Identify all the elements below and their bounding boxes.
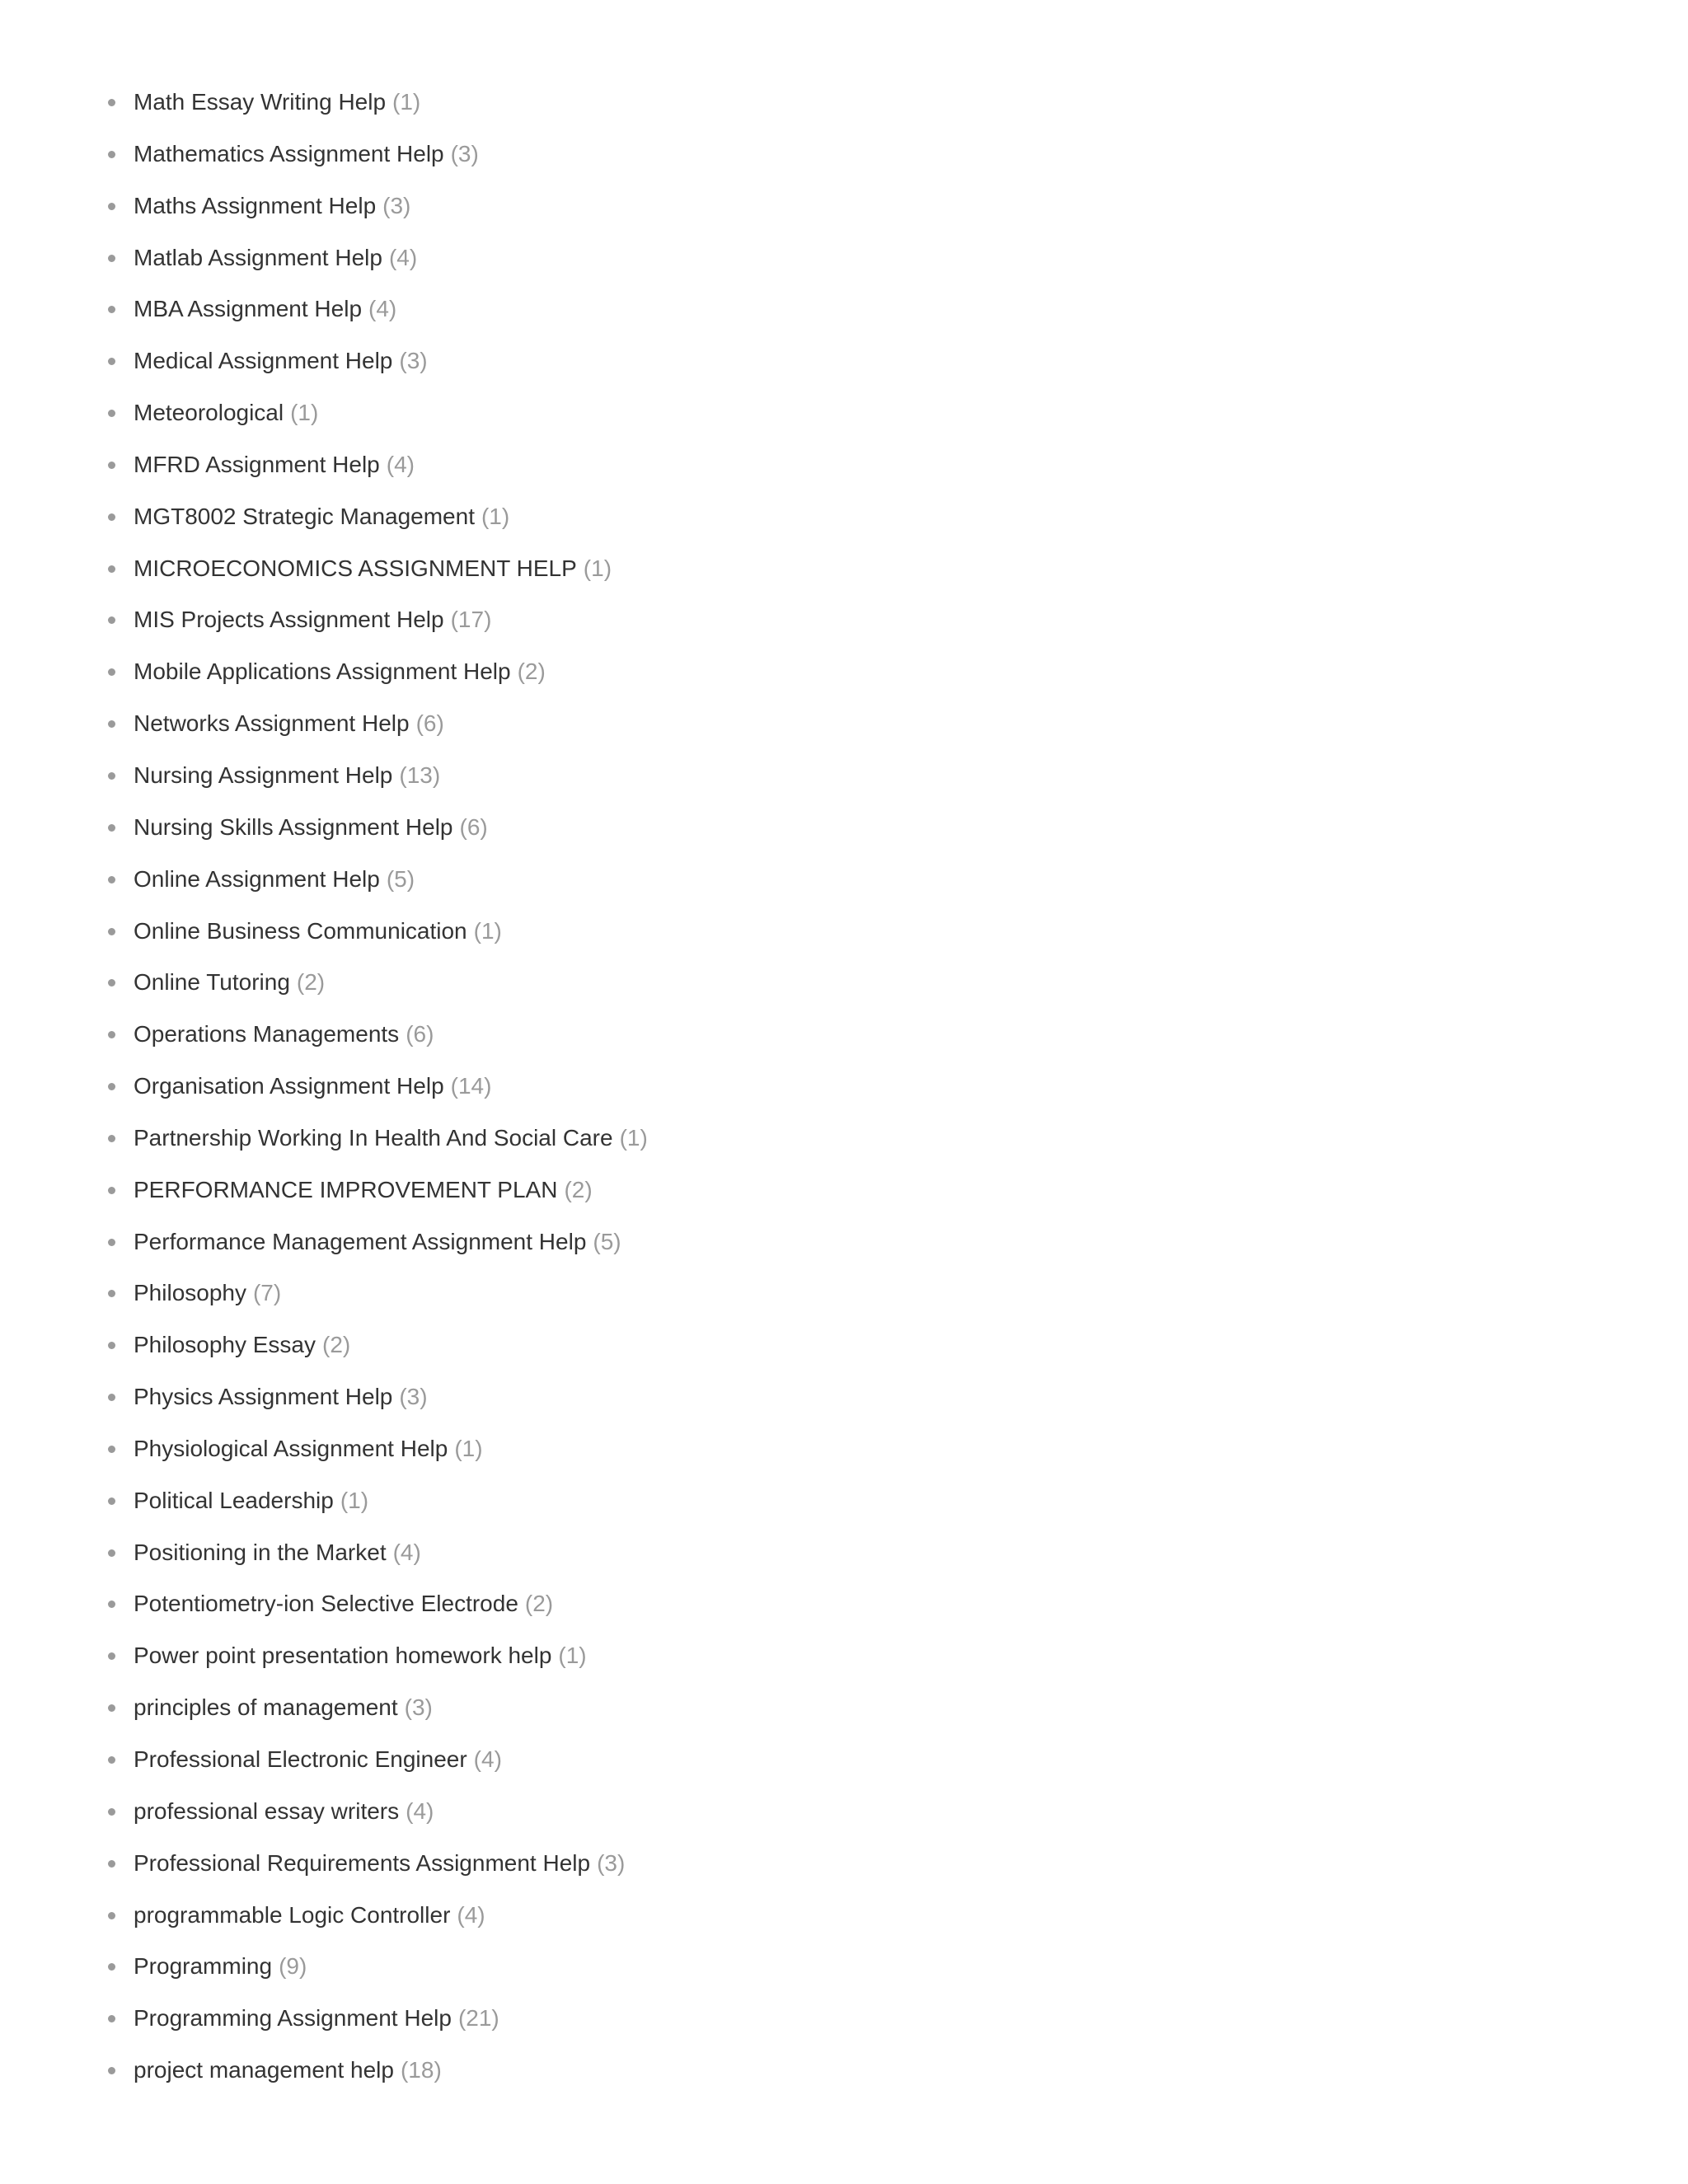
category-count: (2)	[564, 1176, 593, 1202]
list-item	[0, 806, 648, 858]
list-item	[0, 858, 648, 910]
category-count: (4)	[388, 244, 418, 270]
list-item	[0, 1945, 648, 1997]
category-link[interactable]: Nursing Assignment Help	[134, 762, 393, 788]
category-link[interactable]: Online Assignment Help	[134, 865, 380, 892]
bullet-icon	[108, 306, 115, 313]
bullet-icon	[108, 1860, 115, 1868]
category-link[interactable]: Performance Management Assignment Help	[134, 1228, 587, 1254]
list-item	[0, 1894, 648, 1946]
bullet-icon	[108, 876, 115, 883]
bullet-icon	[108, 979, 115, 987]
bullet-icon	[108, 1290, 115, 1297]
list-item	[0, 1376, 648, 1427]
category-link[interactable]: Physics Assignment Help	[134, 1384, 393, 1410]
list-item	[0, 1531, 648, 1583]
category-count: (3)	[382, 192, 411, 218]
list-item	[0, 1686, 648, 1738]
bullet-icon	[108, 668, 115, 676]
list-item	[0, 133, 648, 185]
bullet-icon	[108, 565, 115, 573]
list-item	[0, 1117, 648, 1169]
list-item	[0, 1324, 648, 1376]
bullet-icon	[108, 203, 115, 210]
category-link[interactable]: Partnership Working In Health And Social Care	[134, 1124, 613, 1151]
bullet-icon	[108, 410, 115, 417]
bullet-icon	[108, 1031, 115, 1038]
list-item	[0, 185, 648, 237]
category-count: (14)	[450, 1073, 492, 1099]
category-count: (1)	[619, 1124, 648, 1151]
list-item	[0, 598, 648, 650]
bullet-icon	[108, 1497, 115, 1505]
category-count: (2)	[322, 1332, 351, 1358]
category-link[interactable]: principles of management	[134, 1694, 398, 1721]
list-item	[0, 961, 648, 1013]
category-count: (3)	[450, 140, 479, 166]
list-item	[0, 1272, 648, 1324]
category-link[interactable]: Power point presentation homework help	[134, 1643, 552, 1669]
category-link[interactable]: Potentiometry-ion Selective Electrode	[134, 1591, 518, 1617]
bullet-icon	[108, 824, 115, 832]
category-count: (1)	[290, 400, 319, 426]
bullet-icon	[108, 1756, 115, 1764]
list-item	[0, 1013, 648, 1065]
category-count: (3)	[597, 1849, 626, 1876]
category-count: (3)	[404, 1694, 433, 1721]
list-item	[0, 1842, 648, 1894]
list-item	[0, 910, 648, 962]
category-link[interactable]: Meteorological	[134, 400, 284, 426]
category-count: (4)	[457, 1901, 485, 1928]
category-link[interactable]: Math Essay Writing Help	[134, 89, 387, 115]
category-link[interactable]: Medical Assignment Help	[134, 348, 393, 374]
category-count: (1)	[583, 555, 612, 581]
category-count: (5)	[386, 865, 415, 892]
bullet-icon	[108, 1912, 115, 1919]
category-count: (6)	[415, 710, 444, 737]
category-count: (13)	[399, 762, 441, 788]
category-count: (4)	[473, 1746, 502, 1772]
category-count: (18)	[400, 2057, 442, 2083]
category-link[interactable]: Organisation Assignment Help	[134, 1073, 444, 1099]
category-count: (17)	[450, 607, 492, 633]
category-link[interactable]: Matlab Assignment Help	[134, 244, 382, 270]
category-link[interactable]: MICROECONOMICS ASSIGNMENT HELP	[134, 555, 577, 581]
category-count: (4)	[392, 1539, 421, 1565]
bullet-icon	[108, 720, 115, 728]
list-item	[0, 391, 648, 443]
category-link[interactable]: MFRD Assignment Help	[134, 451, 380, 477]
category-count: (4)	[386, 451, 415, 477]
category-link[interactable]: Operations Managements	[134, 1021, 400, 1047]
bullet-icon	[108, 1083, 115, 1090]
bullet-icon	[108, 1963, 115, 1971]
category-count: (2)	[517, 658, 546, 685]
category-count: (5)	[593, 1228, 621, 1254]
category-count: (1)	[481, 503, 510, 529]
list-item	[0, 1065, 648, 1117]
bullet-icon	[108, 1601, 115, 1608]
bullet-icon	[108, 99, 115, 106]
list-item	[0, 1634, 648, 1686]
list-item	[0, 443, 648, 495]
category-count: (9)	[279, 1953, 307, 1980]
bullet-icon	[108, 255, 115, 262]
category-count: (1)	[392, 89, 421, 115]
category-count: (2)	[524, 1591, 554, 1617]
category-count: (3)	[399, 1384, 428, 1410]
bullet-icon	[108, 513, 115, 521]
list-item	[0, 1738, 648, 1790]
bullet-icon	[108, 1394, 115, 1401]
category-count: (4)	[368, 296, 397, 322]
category-list	[0, 81, 648, 2101]
list-item	[0, 547, 648, 599]
category-count: (1)	[454, 1435, 483, 1461]
bullet-icon	[108, 2015, 115, 2022]
bullet-icon	[108, 1704, 115, 1712]
list-item	[0, 1169, 648, 1221]
bullet-icon	[108, 1652, 115, 1660]
category-link[interactable]: Maths Assignment Help	[134, 192, 377, 218]
list-item	[0, 288, 648, 340]
bullet-icon	[108, 151, 115, 158]
bullet-icon	[108, 1187, 115, 1194]
category-link[interactable]: Philosophy Essay	[134, 1332, 316, 1358]
list-item	[0, 237, 648, 288]
category-count: (1)	[558, 1643, 587, 1669]
category-link[interactable]: PERFORMANCE IMPROVEMENT PLAN	[134, 1176, 558, 1202]
category-link[interactable]: Political Leadership	[134, 1487, 334, 1513]
category-count: (7)	[252, 1280, 282, 1306]
bullet-icon	[108, 1549, 115, 1557]
category-link[interactable]: programmable Logic Controller	[134, 1901, 451, 1928]
bullet-icon	[108, 1342, 115, 1349]
category-link[interactable]: Online Tutoring	[134, 969, 290, 996]
list-item	[0, 1427, 648, 1479]
category-link[interactable]: Online Business Communication	[134, 917, 467, 944]
list-item	[0, 1790, 648, 1842]
category-link[interactable]: Physiological Assignment Help	[134, 1435, 448, 1461]
category-count: (6)	[406, 1021, 434, 1047]
category-link[interactable]: Professional Electronic Engineer	[134, 1746, 467, 1772]
category-count: (1)	[340, 1487, 369, 1513]
list-item	[0, 702, 648, 754]
category-count: (2)	[296, 969, 326, 996]
bullet-icon	[108, 616, 115, 624]
bullet-icon	[108, 1135, 115, 1142]
bullet-icon	[108, 358, 115, 365]
category-link[interactable]: MBA Assignment Help	[134, 296, 363, 322]
category-link[interactable]: Programming Assignment Help	[134, 2005, 452, 2032]
bullet-icon	[108, 2067, 115, 2074]
bullet-icon	[108, 1446, 115, 1453]
list-item	[0, 754, 648, 806]
category-link[interactable]: Mobile Applications Assignment Help	[134, 658, 511, 685]
bullet-icon	[108, 928, 115, 935]
category-link[interactable]: professional essay writers	[134, 1797, 400, 1824]
list-item	[0, 1582, 648, 1634]
list-item	[0, 1997, 648, 2049]
category-link[interactable]: Mathematics Assignment Help	[134, 140, 444, 166]
category-count: (3)	[399, 348, 428, 374]
category-link[interactable]: MIS Projects Assignment Help	[134, 607, 444, 633]
category-link[interactable]: MGT8002 Strategic Management	[134, 503, 475, 529]
category-count: (6)	[459, 813, 488, 840]
category-count: (1)	[473, 917, 502, 944]
category-link[interactable]: Philosophy	[134, 1280, 246, 1306]
list-item	[0, 650, 648, 702]
category-link[interactable]: Positioning in the Market	[134, 1539, 387, 1565]
list-item	[0, 495, 648, 547]
category-link[interactable]: Programming	[134, 1953, 273, 1980]
bullet-icon	[108, 1239, 115, 1246]
category-count: (21)	[457, 2005, 499, 2032]
bullet-icon	[108, 1808, 115, 1816]
category-link[interactable]: Nursing Skills Assignment Help	[134, 813, 453, 840]
list-item	[0, 1221, 648, 1272]
list-item	[0, 81, 648, 133]
category-link[interactable]: Networks Assignment Help	[134, 710, 410, 737]
bullet-icon	[108, 772, 115, 780]
category-link[interactable]: project management help	[134, 2057, 394, 2083]
category-link[interactable]: Professional Requirements Assignment Help	[134, 1849, 591, 1876]
list-item	[0, 340, 648, 391]
list-item	[0, 2049, 648, 2101]
category-count: (4)	[406, 1797, 434, 1824]
bullet-icon	[108, 462, 115, 469]
list-item	[0, 1479, 648, 1531]
